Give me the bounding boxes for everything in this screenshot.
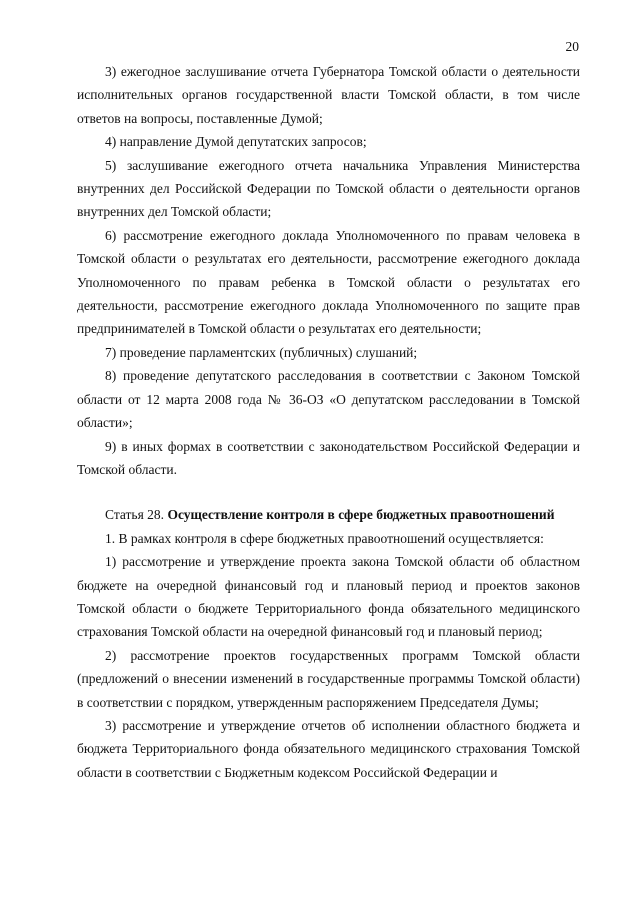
paragraph-item-3: 3) ежегодное заслушивание отчета Губернатора Томской области о деятельности исполнительных органов государственной власти Томской области, в том числе ответов на вопросы, поставленные Думой; [77,64,580,126]
page-number: 20 [565,39,579,54]
paragraph-item-8: 8) проведение депутатского расследования в соответствии с Законом Томской области от 12 марта 2008 года № 36-ОЗ «О депутатском расследовании в Томской области»; [77,368,580,431]
section-1-item-1: 1) рассмотрение и утверждение проекта закона Томской области об областном бюджете на очередной финансовый год и плановый период и проектов законов Томской области о бюджете Территориального фонда обязательного медицинского страхования Томской области на очередной финансовый год и плановый период; [77,554,580,640]
article-title: Осуществление контроля в сфере бюджетных правоотношений [167,507,555,523]
paragraph-item-7: 7) проведение парламентских (публичных) слушаний; [105,344,418,360]
paragraph-item-9: 9) в иных формах в соответствии с законодательством Российской Федерации и Томской области. [77,438,580,477]
paragraph-item-6: 6) рассмотрение ежегодного доклада Уполномоченного по правам человека в Томской области о результатах его деятельности, рассмотрение ежегодного доклада Уполномоченного по правам ребенка в Томской области о результатах его деятельности, рассмотрение ежегодного доклада Уполномоченного по защите прав предпринимателей в Томской области о результатах его деятельности; [77,227,580,337]
article-number: Статья 28. [105,507,165,523]
paragraph-item-5: 5) заслушивание ежегодного отчета начальника Управления Министерства внутренних дел Российской Федерации по Томской области о деятельности органов внутренних дел Томской области; [77,157,580,220]
article-heading [77,503,580,526]
document-body [77,60,580,784]
section-1-item-2: 2) рассмотрение проектов государственных программ Томской области (предложений о внесении изменений в государственные программы Томской области) в соответствии с порядком, утвержденным распоряжением Председателя Думы; [77,647,580,710]
section-1-intro: 1. В рамках контроля в сфере бюджетных правоотношений осуществляется: [105,530,544,546]
section-1-item-3: 3) рассмотрение и утверждение отчетов об исполнении областного бюджета и бюджета Территориального фонда обязательного медицинского страхования Томской области в соответствии с Бюджетным кодексом Российской Федерации и [77,717,580,780]
paragraph-item-4: 4) направление Думой депутатских запросов; [105,134,367,150]
